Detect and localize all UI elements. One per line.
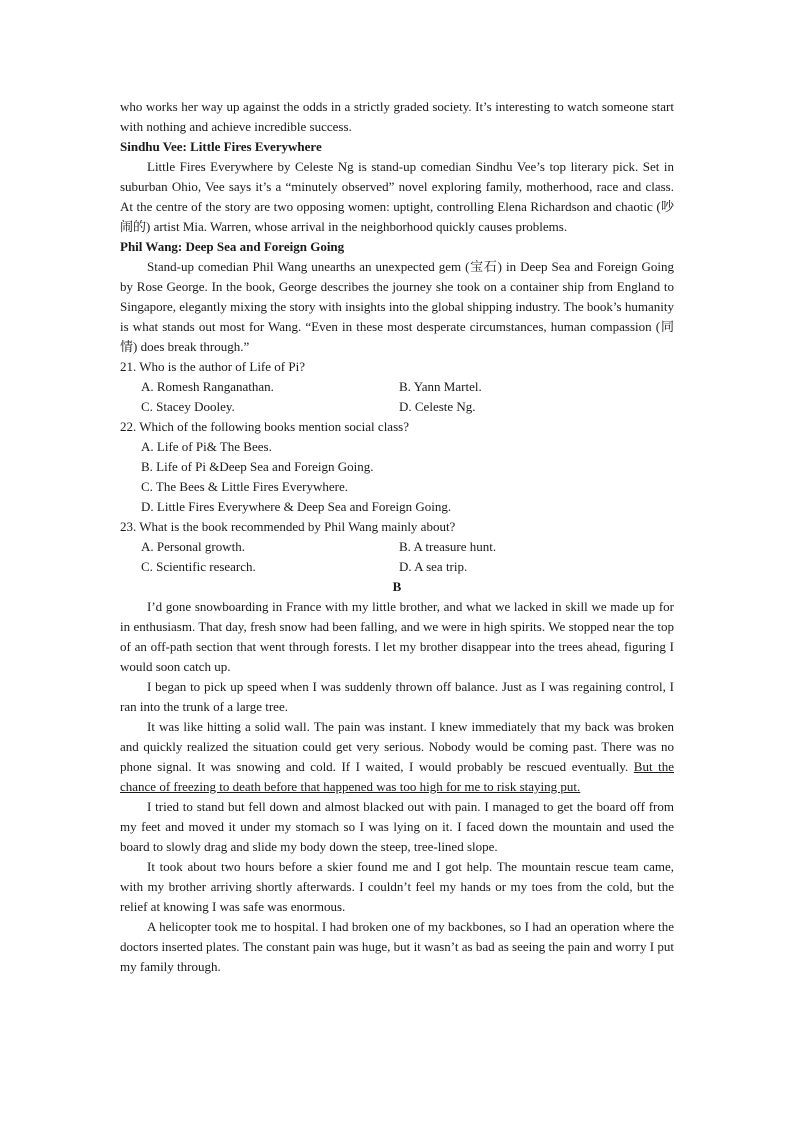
question-23 [120, 517, 674, 577]
option-d: D. Little Fires Everywhere & Deep Sea and Foreign Going. [141, 499, 452, 514]
intro-paragraph-tail: who works her way up against the odds in a strictly graded society. It’s interesting to watch someone start with nothing and achieve incredible success. [120, 99, 674, 134]
option-a: A. Romesh Ranganathan. [141, 379, 274, 394]
story-paragraph-6: A helicopter took me to hospital. I had broken one of my backbones, so I had an operation where the doctors inserted plates. The constant pain was huge, but it wasn’t as bad as seeing the pain and worry I put my family through. [120, 919, 674, 974]
option-c: C. Scientific research. [141, 559, 256, 574]
document-page [120, 97, 674, 977]
sindhu-heading: Sindhu Vee: Little Fires Everywhere [120, 139, 322, 154]
option-a: A. Personal growth. [141, 539, 245, 554]
story-paragraph-1: I’d gone snowboarding in France with my little brother, and what we lacked in skill we made up for in enthusiasm. That day, fresh snow had been falling, and we were in high spirits. We stopped near the top of an off-path section that went through forests. I let my brother disappear into the trees ahead, figuring I would soon catch up. [120, 599, 674, 674]
question-22 [120, 417, 674, 517]
section-b-label: B [392, 579, 402, 594]
question-stem: 21. Who is the author of Life of Pi? [120, 359, 305, 374]
option-c: C. The Bees & Little Fires Everywhere. [141, 479, 348, 494]
sindhu-paragraph: Little Fires Everywhere by Celeste Ng is stand-up comedian Sindhu Vee’s top literary pick. Set in suburban Ohio, Vee says it’s a “minutely observed” novel exploring family, motherhood, race and class. At the centre of the story are two opposing women: uptight, controlling Elena Richardson and chaotic (吵闹的) artist Mia. Warren, whose arrival in the neighborhood quickly causes problems. [120, 159, 674, 234]
story-paragraph-3 [120, 717, 674, 797]
story-paragraph-2: I began to pick up speed when I was suddenly thrown off balance. Just as I was regaining control, I ran into the trunk of a large tree. [120, 679, 674, 714]
option-b: B. A treasure hunt. [399, 539, 497, 554]
story-paragraph-4: I tried to stand but fell down and almost blacked out with pain. I managed to get the board off from my feet and moved it under my stomach so I was lying on it. I faced down the mountain and used the board to slowly drag and slide my body down the steep, tree-lined slope. [120, 799, 674, 854]
option-d: D. A sea trip. [399, 559, 468, 574]
underlined-sentence: But the chance of freezing to death before that happened was too high for me to risk staying put. [120, 759, 675, 794]
option-c: C. Stacey Dooley. [141, 399, 235, 414]
question-stem: 23. What is the book recommended by Phil Wang mainly about? [120, 519, 456, 534]
story-paragraph-5: It took about two hours before a skier found me and I got help. The mountain rescue team came, with my brother arriving shortly afterwards. I couldn’t feel my hands or my toes from the cold, but the relief at knowing I was safe was enormous. [120, 859, 674, 914]
option-b: B. Life of Pi &Deep Sea and Foreign Going. [141, 459, 374, 474]
options-list [120, 437, 674, 517]
option-b: B. Yann Martel. [399, 379, 482, 394]
option-a: A. Life of Pi& The Bees. [141, 439, 272, 454]
phil-heading: Phil Wang: Deep Sea and Foreign Going [120, 239, 345, 254]
story-paragraph-3-text: It was like hitting a solid wall. The pain was instant. I knew immediately that my back was broken and quickly realized the situation could get very serious. Nobody would be coming past. There was no phone signal. It was snowing and cold. If I waited, I would probably be rescued eventually. [120, 719, 674, 774]
option-d: D. Celeste Ng. [399, 399, 476, 414]
options-grid [120, 377, 674, 417]
question-21 [120, 357, 674, 417]
phil-paragraph: Stand-up comedian Phil Wang unearths an unexpected gem (宝石) in Deep Sea and Foreign Going by Rose George. In the book, George describes the journey she took on a container ship from England to Singapore, elegantly mixing the story with insights into the global shipping industry. The book’s humanity is what stands out most for Wang. “Even in these most desperate circumstances, human compassion (同情) does break through.” [120, 259, 674, 354]
question-stem: 22. Which of the following books mention social class? [120, 419, 409, 434]
options-grid [120, 537, 674, 577]
